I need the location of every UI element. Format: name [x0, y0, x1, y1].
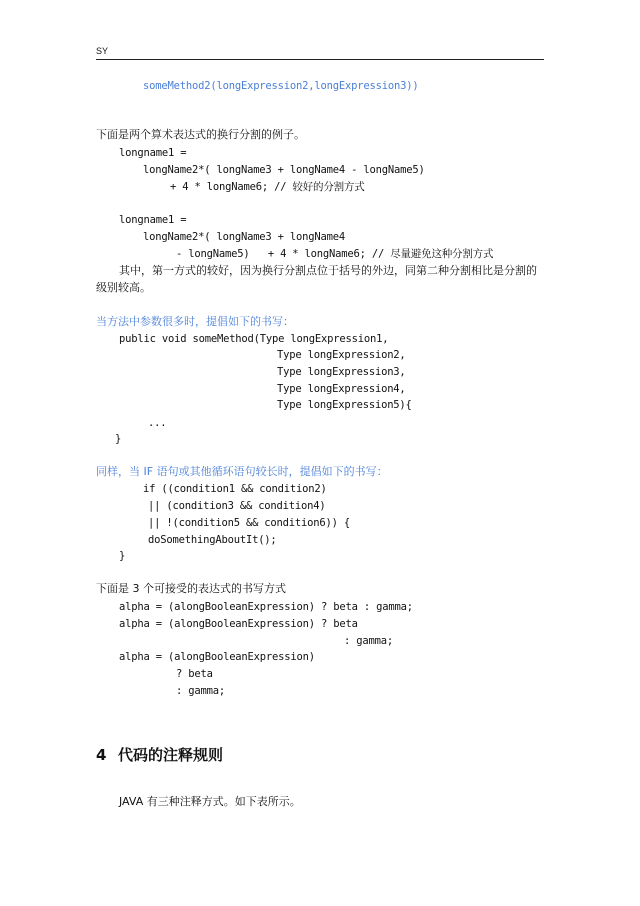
- code-line: longname1 =: [119, 147, 187, 159]
- code-line: : gamma;: [176, 685, 225, 697]
- code-line: longName2*( longName3 + longName4 - longName5): [143, 164, 425, 176]
- code-line: || !(condition5 && condition6)) {: [148, 517, 351, 529]
- section-number: 4: [96, 746, 107, 764]
- code-line: ? beta: [176, 668, 213, 680]
- paragraph-text: 下面是两个算术表达式的换行分割的例子。: [96, 128, 305, 141]
- code-line: Type longExpression2,: [277, 349, 406, 361]
- code-line: doSomethingAboutIt();: [148, 534, 277, 546]
- code-line: + 4 * longName6; // 较好的分割方式: [170, 181, 365, 193]
- code-line: - longName5) + 4 * longName6; // 尽量避免这种分割方式: [176, 248, 494, 260]
- paragraph-text: JAVA 有三种注释方式。如下表所示。: [119, 795, 301, 808]
- section-heading: [96, 744, 223, 765]
- code-line: someMethod2(longExpression2,longExpression3)): [143, 80, 419, 92]
- code-line: longname1 =: [119, 214, 187, 226]
- paragraph-text: 级别较高。: [96, 281, 151, 294]
- paragraph-text: 当方法中参数很多时，提倡如下的书写：: [96, 315, 294, 328]
- section-title: 代码的注释规则: [118, 746, 224, 764]
- code-line: : gamma;: [344, 635, 393, 647]
- code-line: public void someMethod(Type longExpression1,: [119, 333, 389, 345]
- code-line: if ((condition1 && condition2): [143, 483, 327, 495]
- paragraph-text: 同样，当 IF 语句或其他循环语句较长时，提倡如下的书写：: [96, 465, 388, 478]
- header-rule: [96, 59, 544, 60]
- code-line: || (condition3 && condition4): [148, 500, 326, 512]
- code-line: }: [119, 550, 126, 562]
- code-line: alpha = (alongBooleanExpression): [119, 651, 315, 663]
- code-line: ...: [148, 417, 167, 429]
- code-line: Type longExpression5){: [277, 399, 412, 411]
- paragraph-text: 下面是 3 个可接受的表达式的书写方式: [96, 582, 286, 595]
- code-line: }: [115, 433, 122, 445]
- code-line: longName2*( longName3 + longName4: [143, 231, 346, 243]
- code-line: Type longExpression3,: [277, 366, 406, 378]
- page-header-label: SY: [96, 46, 109, 56]
- code-line: alpha = (alongBooleanExpression) ? beta: [119, 618, 358, 630]
- code-line: Type longExpression4,: [277, 383, 406, 395]
- paragraph-text: 其中，第一方式的较好，因为换行分割点位于括号的外边，同第二种分割相比是分割的: [119, 264, 537, 277]
- code-line: alpha = (alongBooleanExpression) ? beta : gamma;: [119, 601, 413, 613]
